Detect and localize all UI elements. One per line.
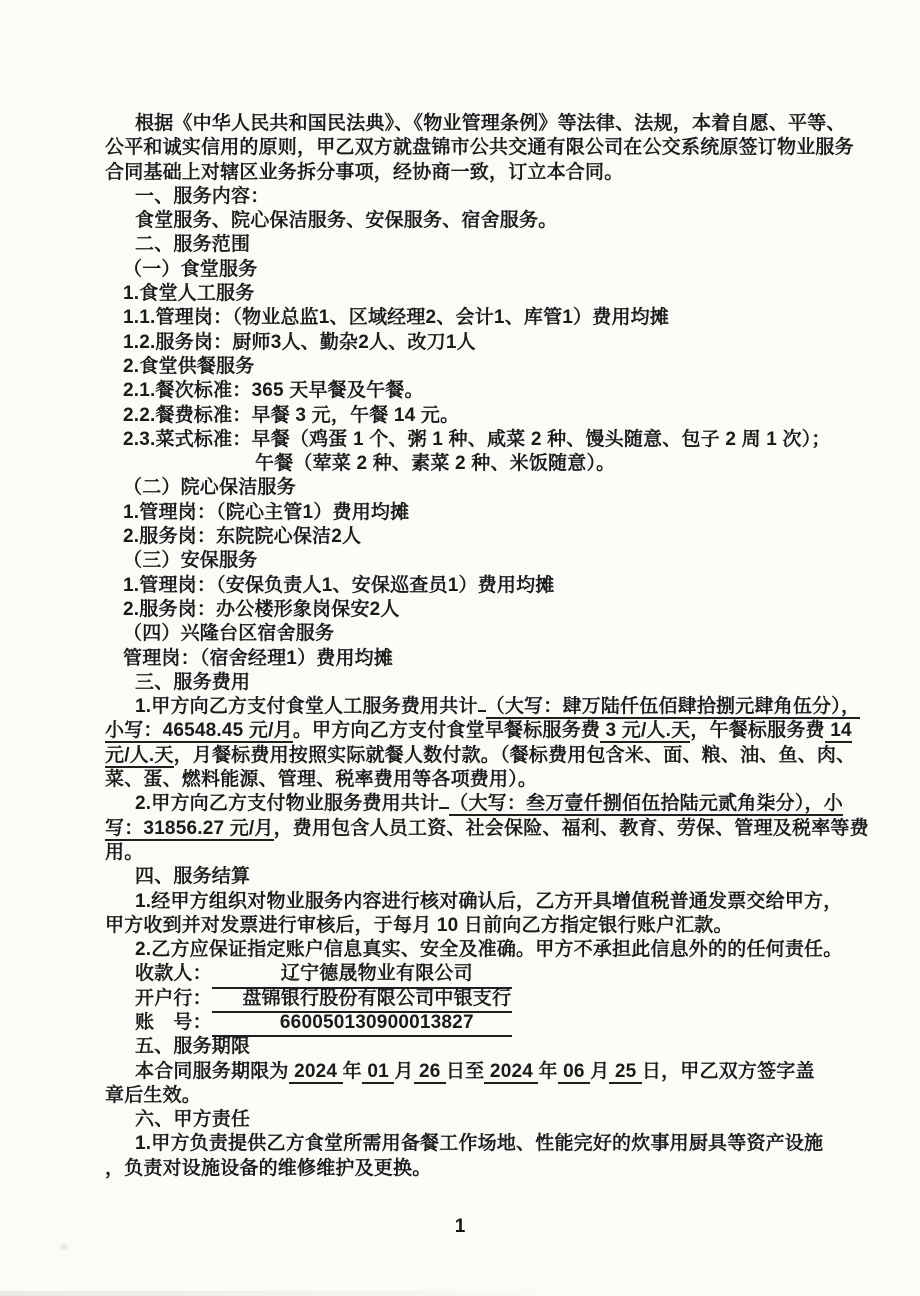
underlined-text: 14	[824, 720, 852, 742]
underlined-text: 写：31856.27 元/月	[105, 817, 274, 839]
underlined-text: 26	[413, 1060, 447, 1082]
doc-line	[105, 768, 853, 792]
scan-smudge-artifact	[60, 1243, 68, 1251]
underlined-text: 25	[609, 1060, 642, 1082]
doc-line	[105, 161, 853, 185]
text: 2.甲方向乙方支付物业服务费用共计	[135, 793, 440, 815]
doc-line	[105, 331, 853, 355]
text: 日，甲乙双方签字盖	[641, 1060, 815, 1082]
doc-line	[105, 355, 853, 379]
doc-line	[105, 890, 853, 914]
text: 1.甲方向乙方支付食堂人工服务费用共计	[135, 696, 478, 718]
text: 合同基础上对辖区业务拆分事项，经协商一致，订立本合同。	[105, 161, 624, 183]
text: 开户行：	[135, 987, 212, 1009]
page-number: 1	[454, 1216, 466, 1237]
text: 管理岗：（宿舍经理1）费用均摊	[123, 647, 394, 669]
doc-line	[105, 1132, 853, 1156]
doc-line	[105, 817, 869, 841]
doc-line	[105, 987, 853, 1011]
doc-line	[105, 476, 853, 500]
doc-line	[105, 1035, 853, 1059]
text: 四、服务结算	[135, 866, 251, 888]
text: ，月餐标费用按照实际就餐人数付款。（餐标费用包含米、面、粮、油、鱼、肉、	[173, 744, 856, 766]
underlined-text: 660050130900013827	[212, 1011, 512, 1037]
doc-line	[105, 452, 853, 476]
text: 二、服务范围	[135, 234, 251, 256]
text: 章后生效。	[105, 1084, 202, 1106]
doc-line	[105, 1011, 853, 1035]
doc-line	[105, 233, 853, 257]
underlined-text	[439, 807, 449, 809]
text: 2.乙方应保证指定账户信息真实、安全及准确。甲方不承担此信息外的的任何责任。	[135, 939, 843, 961]
doc-line	[105, 258, 853, 282]
doc-line	[105, 1060, 853, 1084]
doc-line	[105, 185, 853, 209]
text: 六、甲方责任	[135, 1109, 251, 1131]
text: ，负责对设施设备的维修维护及更换。	[105, 1157, 432, 1179]
text: 1.管理岗：（院心主管1）费用均摊	[123, 501, 410, 523]
doc-line	[105, 306, 853, 330]
doc-line	[105, 525, 853, 549]
doc-line	[105, 1108, 853, 1132]
text: 午餐（荤菜 2 种、素菜 2 种、米饭随意）。	[255, 453, 616, 475]
doc-line	[105, 282, 853, 306]
text: （二）院心保洁服务	[123, 477, 296, 499]
text: 2.服务岗：东院院心保洁2人	[123, 526, 362, 548]
doc-line	[105, 914, 853, 938]
text: （四）兴隆台区宿舍服务	[123, 623, 335, 645]
text: 菜、蛋、燃料能源、管理、税率费用等各项费用）。	[105, 769, 538, 791]
text: 2.食堂供餐服务	[123, 355, 255, 377]
underlined-text: 元/人.天	[105, 744, 174, 766]
text: 1.甲方负责提供乙方食堂所需用备餐工作场地、性能完好的炊事用厨具等资产设施	[135, 1133, 824, 1155]
text: 收款人：	[135, 963, 212, 985]
underlined-text: 辽宁德晟物业有限公司	[212, 962, 512, 988]
doc-line	[105, 428, 853, 452]
underlined-text: 2024	[484, 1060, 539, 1082]
doc-line	[105, 695, 861, 719]
doc-line	[105, 379, 853, 403]
text: 2.服务岗：办公楼形象岗保安2人	[123, 598, 400, 620]
doc-line	[105, 136, 853, 160]
text: 。甲方向乙方支付食堂早餐标服务费	[292, 720, 601, 742]
text: 三、服务费用	[135, 671, 251, 693]
text: 甲方收到并对发票进行审核后，于每月 10 日前向乙方指定银行账户汇款。	[105, 914, 733, 936]
text: 五、服务期限	[135, 1036, 251, 1058]
text: 用。	[105, 841, 144, 863]
underlined-text: 3 元/人.天	[600, 720, 691, 742]
doc-line	[105, 647, 853, 671]
contract-body	[105, 112, 869, 1181]
doc-line	[105, 671, 853, 695]
doc-line	[105, 501, 853, 525]
doc-line	[105, 209, 853, 233]
doc-line	[105, 938, 853, 962]
text: 1.2.服务岗：厨师3人、勤杂2人、改刀1人	[123, 331, 476, 353]
underlined-text: 01	[361, 1060, 395, 1082]
text: ，午餐标服务费	[690, 720, 825, 742]
text: 年	[342, 1060, 362, 1082]
doc-line	[105, 598, 853, 622]
underlined-text: 06	[557, 1060, 591, 1082]
doc-line	[105, 1084, 853, 1108]
doc-line	[105, 574, 853, 598]
underlined-text: 小写：46548.45 元/月	[105, 720, 293, 742]
underlined-text: 2024	[288, 1060, 343, 1082]
text: （一）食堂服务	[123, 258, 258, 280]
doc-line	[105, 792, 853, 816]
scan-edge-artifact	[0, 1291, 570, 1296]
text: 公平和诚实信用的原则，甲乙双方就盘锦市公共交通有限公司在公交系统原签订物业服务	[105, 137, 854, 159]
text: 1.经甲方组织对物业服务内容进行核对确认后，乙方开具增值税普通发票交给甲方，	[135, 890, 843, 912]
doc-line	[105, 744, 856, 768]
doc-line	[105, 865, 853, 889]
doc-line	[105, 962, 853, 986]
text: 1.管理岗：（安保负责人1、安保巡查员1）费用均摊	[123, 574, 555, 596]
underlined-text: （大写：肆万陆仟伍佰肆拾捌元肆角伍分），	[485, 696, 861, 718]
doc-line	[105, 112, 853, 136]
text: 本合同服务期限为	[135, 1060, 289, 1082]
text: 1.1.管理岗：（物业总监1、区域经理2、会计1、库管1）费用均摊	[123, 307, 670, 329]
underlined-text: （大写：叁万壹仟捌佰伍拾陆元贰角柒分），小	[449, 793, 843, 815]
text: 账 号：	[135, 1011, 212, 1033]
doc-line	[105, 404, 853, 428]
doc-line	[105, 719, 853, 743]
doc-line	[105, 841, 853, 865]
text: 月	[590, 1060, 610, 1082]
doc-line	[105, 622, 853, 646]
doc-line	[105, 1157, 853, 1181]
underlined-text: 盘锦银行股份有限公司中银支行	[212, 987, 512, 1013]
text: （三）安保服务	[123, 550, 258, 572]
underlined-text	[478, 710, 486, 712]
text: 年	[538, 1060, 558, 1082]
text: 2.2.餐费标准：早餐 3 元，午餐 14 元。	[123, 404, 460, 426]
text: 月	[394, 1060, 414, 1082]
text: 一、服务内容：	[135, 185, 270, 207]
text: 食堂服务、院心保洁服务、安保服务、宿舍服务。	[135, 210, 558, 232]
text: 2.1.餐次标准：365 天早餐及午餐。	[123, 380, 424, 402]
text: 根据《中华人民共和国民法典》、《物业管理条例》等法律、法规，本着自愿、平等、	[135, 113, 846, 134]
text: ，费用包含人员工资、社会保险、福利、教育、劳保、管理及税率等费	[273, 817, 869, 839]
text: 日至	[446, 1060, 485, 1082]
text: 1.食堂人工服务	[123, 283, 255, 305]
doc-line	[105, 549, 853, 573]
text: 2.3.菜式标准：早餐（鸡蛋 1 个、粥 1 种、咸菜 2 种、馒头随意、包子 2 周 1 次）；	[123, 428, 831, 450]
